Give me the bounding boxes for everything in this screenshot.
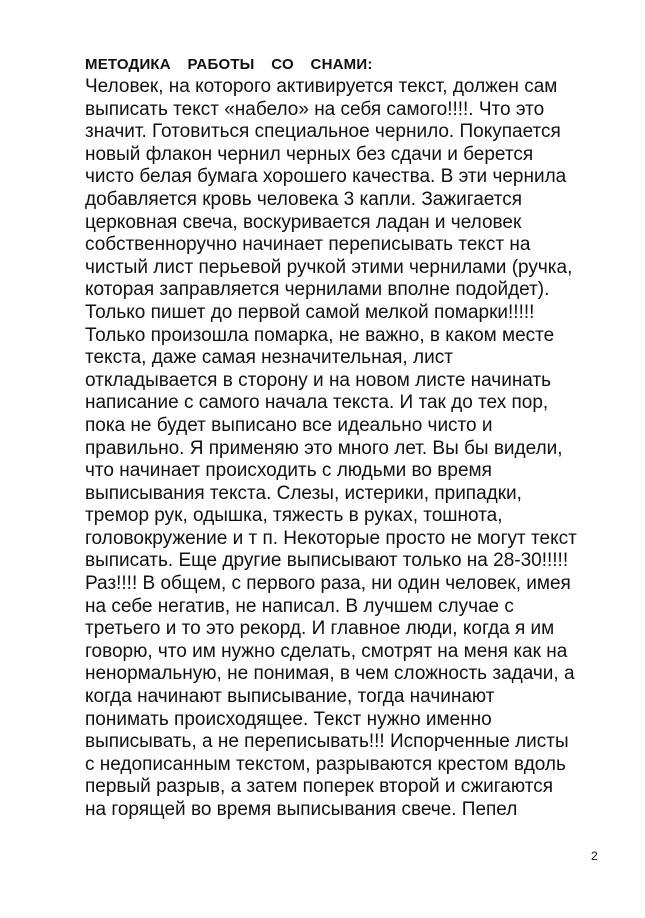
text-line: что начинает происходить с людьми во время bbox=[85, 460, 492, 482]
text-line: с недописанным текстом, разрываются крестом вдоль bbox=[85, 753, 566, 775]
text-line: значит. Готовиться специальное чернило. Покупается bbox=[85, 121, 561, 143]
text-line: на горящей во время выписывания свече. Пепел bbox=[85, 799, 518, 820]
text-line: третьего и то это рекорд. И главное люди, когда я им bbox=[85, 618, 555, 640]
text-line: понимать происходящее. Текст нужно именно bbox=[85, 708, 492, 730]
text-line: выписать текст «набело» на себя самого!!!!. Что это bbox=[85, 98, 545, 120]
text-line: написание с самого начала текста. И так до тех пор, bbox=[85, 392, 549, 414]
text-line: Только произошла помарка, не важно, в каком месте bbox=[85, 324, 555, 346]
text-line: Только пишет до первой самой мелкой помарки!!!!! bbox=[85, 301, 535, 323]
section-heading: МЕТОДИКА РАБОТЫ СО СНАМИ: bbox=[85, 56, 373, 73]
text-line: правильно. Я применяю это много лет. Вы бы видели, bbox=[85, 437, 563, 459]
text-line: первый разрыв, а затем поперек второй и сжигаются bbox=[85, 776, 553, 798]
body-text bbox=[85, 76, 577, 822]
text-line: которая заправляется чернилами вполне подойдет). bbox=[85, 279, 550, 301]
text-line: выписать. Еще другие выписывают только на 28-30!!!!! bbox=[85, 550, 569, 572]
text-line: новый флакон чернил черных без сдачи и берется bbox=[85, 143, 534, 165]
text-line: чистый лист перьевой ручкой этими чернилами (ручка, bbox=[85, 256, 573, 278]
text-line: головокружение и т п. Некоторые просто не могут текст bbox=[85, 527, 577, 549]
text-line: добавляется кровь человека 3 капли. Зажигается bbox=[85, 188, 522, 210]
text-line: текста, даже самая незначительная, лист bbox=[85, 347, 453, 369]
text-line: на себе негатив, не написал. В лучшем случае с bbox=[85, 595, 514, 617]
text-line: пока не будет выписано все идеально чисто и bbox=[85, 414, 493, 436]
text-line: говорю, что им нужно сделать, смотрят на меня как на bbox=[85, 640, 568, 662]
text-line: выписывать, а не переписывать!!! Испорченные листы bbox=[85, 731, 569, 753]
text-line: собственноручно начинает переписывать текст на bbox=[85, 234, 531, 256]
text-line: выписывания текста. Слезы, истерики, припадки, bbox=[85, 482, 522, 504]
text-line: ненормальную, не понимая, в чем сложность задачи, а bbox=[85, 663, 575, 685]
text-line: тремор рук, одышка, тяжесть в руках, тошнота, bbox=[85, 505, 503, 527]
text-line: Раз!!!! В общем, с первого раза, ни один человек, имея bbox=[85, 573, 571, 595]
text-line: церковная свеча, воскуривается ладан и человек bbox=[85, 211, 522, 233]
text-line: когда начинают выписывание, тогда начинают bbox=[85, 686, 495, 708]
text-line: откладывается в сторону и на новом листе начинать bbox=[85, 369, 552, 391]
text-line: Человек, на которого активируется текст, должен сам bbox=[85, 76, 558, 97]
text-line: чисто белая бумага хорошего качества. В эти чернила bbox=[85, 166, 567, 188]
page-number: 2 bbox=[591, 849, 598, 863]
